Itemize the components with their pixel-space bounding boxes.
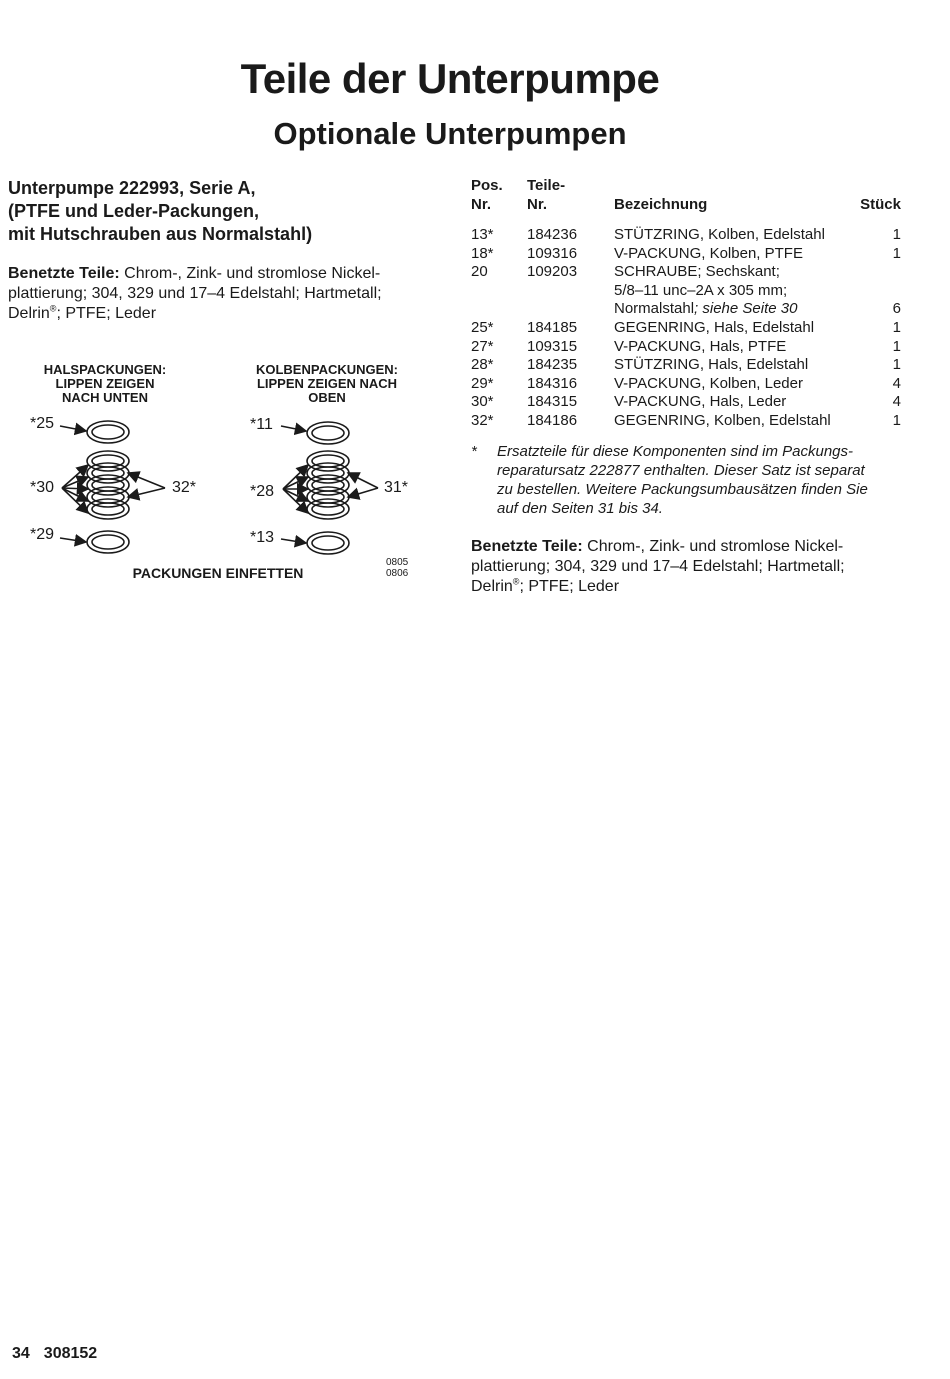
wetted-text: Chrom-, Zink- und stromlose Nickel- <box>119 265 381 282</box>
wetted-label: Benetzte Teile: <box>471 538 583 555</box>
cell-pos: 20 <box>471 263 488 281</box>
cell-part-number: 184185 <box>527 318 578 336</box>
throat-gland-ring <box>87 421 129 443</box>
wetted-parts-right <box>471 537 851 597</box>
cell-description: V-PACKUNG, Kolben, PTFE <box>614 244 803 262</box>
cell-part-number <box>527 300 614 319</box>
cell-description: Normalstahl; siehe Seite 30 <box>614 300 798 318</box>
cell-pos: 32* <box>471 411 494 429</box>
callout-32: 32* <box>172 479 197 496</box>
cell-pos: 29* <box>471 374 494 392</box>
table-row <box>471 356 901 375</box>
cell-quantity <box>855 282 901 301</box>
throat-packing-title: HALSPACKUNGEN: LIPPEN ZEIGEN NACH UNTEN <box>43 362 167 405</box>
registered-mark: ® <box>512 576 520 587</box>
wetted-text: Delrin <box>471 578 513 595</box>
cell-description: GEGENRING, Kolben, Edelstahl <box>614 411 831 429</box>
cell-description: V-PACKUNG, Kolben, Leder <box>614 374 803 392</box>
cell-quantity: 1 <box>892 337 901 355</box>
pump-heading-line: mit Hutschrauben aus Normalstahl) <box>8 224 313 244</box>
piston-packing-stack <box>307 451 349 519</box>
wetted-text: ; PTFE; Leder <box>56 305 157 322</box>
table-row <box>471 375 901 394</box>
cell-quantity: 1 <box>892 411 901 429</box>
callout-11: *11 <box>250 416 273 433</box>
cell-pos: 25* <box>471 318 494 336</box>
table-row <box>471 319 901 338</box>
callout-28: *28 <box>250 483 275 500</box>
pump-heading <box>8 177 428 246</box>
see-page-reference: ; siehe Seite 30 <box>694 300 798 318</box>
footnote-line: auf den Seiten 31 bis 34. <box>497 500 663 517</box>
table-row <box>471 226 901 245</box>
cell-description: GEGENRING, Hals, Edelstahl <box>614 318 815 336</box>
wetted-label: Benetzte Teile: <box>8 265 120 282</box>
callout-13: *13 <box>250 529 275 546</box>
cell-part-number: 184315 <box>527 393 578 411</box>
cell-description: SCHRAUBE; Sechskant; <box>614 263 780 281</box>
cell-description: STÜTZRING, Kolben, Edelstahl <box>614 226 825 243</box>
cell-quantity: 4 <box>892 374 901 392</box>
callout-25: *25 <box>30 415 55 432</box>
cell-part-number <box>527 282 614 301</box>
table-row <box>471 393 901 412</box>
wetted-text: plattierung; 304, 329 und 17–4 Edelstahl; Hartmetall; <box>8 285 382 302</box>
cell-pos <box>471 300 527 319</box>
header-part-number: Teile- Nr. <box>527 177 566 213</box>
footnote-line: zu bestellen. Weitere Packungsumbausätzen finden Sie <box>497 481 868 498</box>
cell-pos: 27* <box>471 337 494 355</box>
header-pos: Pos. Nr. <box>471 177 503 213</box>
footnote-marker: * <box>471 443 477 460</box>
pump-heading-line: (PTFE und Leder-Packungen, <box>8 201 260 221</box>
cell-quantity <box>855 263 901 282</box>
table-row <box>471 263 901 282</box>
parts-table <box>471 174 901 431</box>
cell-description: V-PACKUNG, Hals, Leder <box>614 393 787 411</box>
cell-part-number: 109316 <box>527 244 578 262</box>
cell-part-number: 184236 <box>527 226 578 243</box>
callout-30: *30 <box>30 479 55 496</box>
cell-description: 5/8–11 unc–2A x 305 mm; <box>614 281 788 299</box>
spare-parts-footnote <box>471 442 891 518</box>
cell-quantity: 4 <box>892 393 901 411</box>
cell-part-number: 109203 <box>527 263 578 281</box>
header-description: Bezeichnung <box>614 196 708 213</box>
throat-packing-stack <box>87 451 129 519</box>
page-subtitle: Optionale Unterpumpen <box>273 116 627 151</box>
footnote-line: reparatursatz 222877 enthalten. Dieser Satz ist separat <box>497 462 865 479</box>
cell-pos: 18* <box>471 244 494 262</box>
cell-quantity: 1 <box>892 244 901 262</box>
page-number: 34 <box>12 1345 30 1362</box>
cell-part-number: 184235 <box>527 356 578 374</box>
registered-mark: ® <box>49 303 57 314</box>
page-footer <box>12 1345 111 1363</box>
table-row <box>471 338 901 357</box>
cell-pos: 13* <box>471 226 494 243</box>
throat-bottom-ring <box>87 531 129 553</box>
parts-table-header <box>471 174 901 214</box>
cell-part-number: 184316 <box>527 374 578 392</box>
header-quantity: Stück <box>860 196 901 213</box>
cell-quantity: 1 <box>892 226 901 243</box>
diagram-caption: PACKUNGEN EINFETTEN <box>132 565 304 581</box>
cell-part-number: 109315 <box>527 337 578 355</box>
wetted-text: ; PTFE; Leder <box>519 578 620 595</box>
wetted-parts-left <box>8 264 388 324</box>
cell-description: STÜTZRING, Hals, Edelstahl <box>614 356 809 374</box>
cell-quantity: 1 <box>892 318 901 336</box>
table-row <box>471 245 901 264</box>
cell-quantity: 6 <box>892 300 901 318</box>
callout-31: 31* <box>384 479 409 496</box>
cell-part-number: 184186 <box>527 411 578 429</box>
table-row <box>471 282 901 301</box>
cell-pos: 30* <box>471 393 494 411</box>
wetted-text: Chrom-, Zink- und stromlose Nickel- <box>582 538 844 555</box>
cell-quantity: 1 <box>892 356 901 374</box>
pump-heading-line: Unterpumpe 222993, Serie A, <box>8 178 256 198</box>
table-row <box>471 412 901 431</box>
cell-pos: 28* <box>471 356 494 374</box>
cell-description: V-PACKUNG, Hals, PTFE <box>614 337 787 355</box>
piston-gland-ring <box>307 422 349 444</box>
cell-pos <box>471 282 527 301</box>
table-row <box>471 300 901 319</box>
packing-diagram <box>0 355 440 595</box>
document-number: 308152 <box>43 1345 98 1362</box>
footnote-line: Ersatzteile für diese Komponenten sind im Packungs- <box>497 443 854 460</box>
piston-packing-title: KOLBENPACKUNGEN: LIPPEN ZEIGEN NACH OBEN <box>255 362 399 405</box>
wetted-text: Delrin <box>8 305 50 322</box>
wetted-text: plattierung; 304, 329 und 17–4 Edelstahl; Hartmetall; <box>471 558 845 575</box>
piston-bottom-ring <box>307 532 349 554</box>
callout-29: *29 <box>30 526 55 543</box>
figure-codes: 0805 0806 <box>386 557 409 579</box>
page-title: Teile der Unterpumpe <box>240 55 660 102</box>
